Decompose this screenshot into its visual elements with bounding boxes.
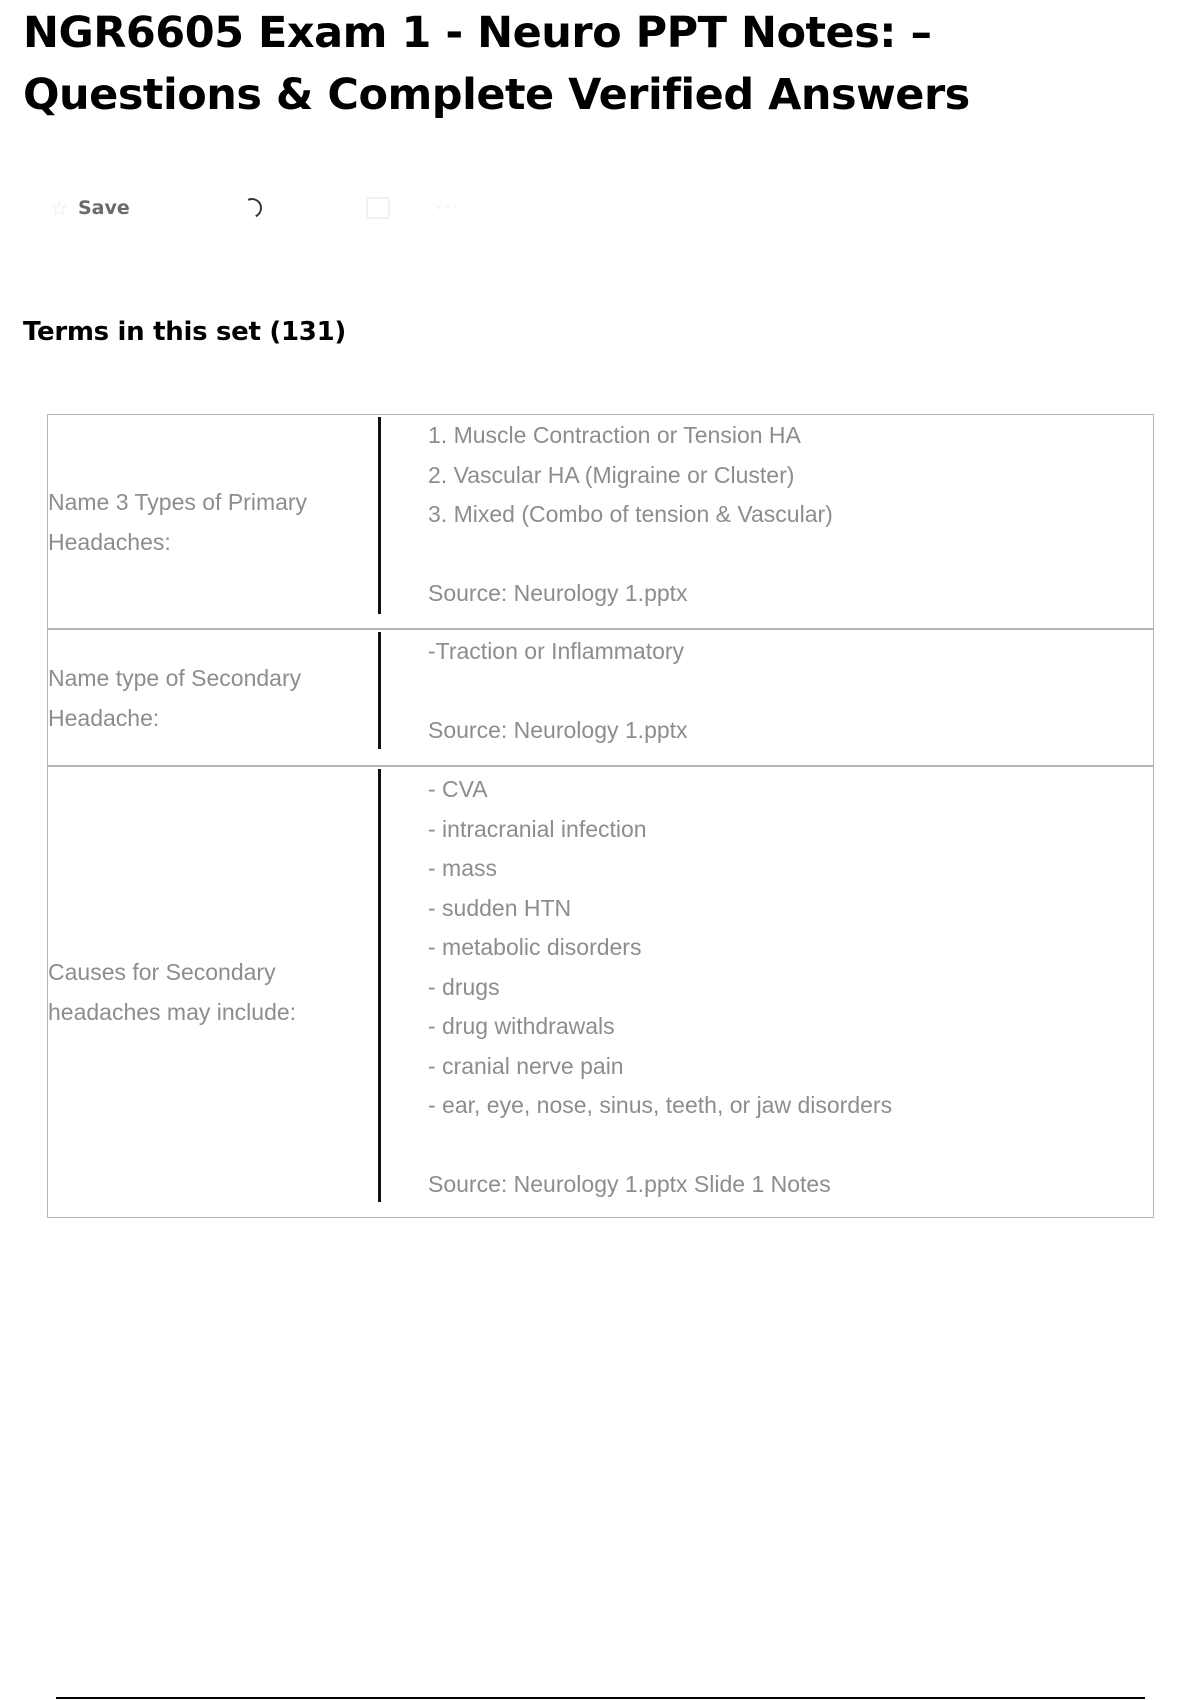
star-icon: ☆ bbox=[50, 196, 68, 220]
terms-table bbox=[47, 414, 1154, 1218]
term-text: Name 3 Types of Primary Headaches: bbox=[48, 488, 308, 555]
terms-count-heading: Terms in this set (131) bbox=[23, 317, 346, 347]
definition-line: - mass bbox=[428, 855, 497, 881]
definition-line: - CVA bbox=[428, 776, 488, 802]
more-button[interactable] bbox=[436, 190, 461, 226]
definition-source: Source: Neurology 1.pptx Slide 1 Notes bbox=[428, 1171, 831, 1197]
definition-line: - drugs bbox=[428, 973, 500, 1000]
column-divider bbox=[378, 417, 381, 614]
definition-cell bbox=[380, 415, 1153, 628]
column-divider bbox=[378, 769, 381, 1202]
spinner-icon bbox=[239, 195, 265, 221]
term-cell bbox=[48, 767, 380, 1217]
term-row bbox=[48, 767, 1153, 1217]
definition-line: - ear, eye, nose, sinus, teeth, or jaw disorders bbox=[428, 1092, 893, 1118]
term-cell bbox=[48, 415, 380, 628]
share-button[interactable] bbox=[366, 190, 390, 226]
save-button[interactable] bbox=[50, 190, 130, 226]
save-label: Save bbox=[77, 197, 130, 219]
definition-line: 2. Vascular HA (Migraine or Cluster) bbox=[428, 461, 795, 488]
column-divider bbox=[378, 632, 381, 749]
definition-cell bbox=[380, 767, 1153, 1217]
definition-line: 3. Mixed (Combo of tension & Vascular) bbox=[428, 501, 833, 527]
term-row bbox=[48, 630, 1153, 767]
share-icon bbox=[366, 197, 390, 219]
definition-cell bbox=[380, 630, 1153, 765]
term-cell bbox=[48, 630, 380, 765]
definition-line: 1. Muscle Contraction or Tension HA bbox=[428, 422, 801, 448]
definition-line: -Traction or Inflammatory bbox=[428, 638, 685, 664]
definition-line: - sudden HTN bbox=[428, 894, 572, 921]
definition-line: - metabolic disorders bbox=[428, 934, 642, 960]
definition-source: Source: Neurology 1.pptx bbox=[428, 580, 688, 606]
bottom-divider bbox=[56, 1697, 1145, 1699]
more-icon: ··· bbox=[436, 196, 462, 220]
term-row bbox=[48, 415, 1153, 630]
loading-indicator bbox=[242, 190, 262, 226]
term-text: Name type of Secondary Headache: bbox=[48, 664, 302, 731]
definition-line: - drug withdrawals bbox=[428, 1013, 615, 1039]
definition-line: - intracranial infection bbox=[428, 815, 647, 842]
definition-line: - cranial nerve pain bbox=[428, 1052, 624, 1079]
definition-source: Source: Neurology 1.pptx bbox=[428, 717, 688, 743]
page-title: NGR6605 Exam 1 - Neuro PPT Notes: – Questions & Complete Verified Answers bbox=[23, 8, 970, 120]
toolbar bbox=[50, 190, 520, 226]
term-text: Causes for Secondary headaches may include: bbox=[48, 959, 297, 1025]
